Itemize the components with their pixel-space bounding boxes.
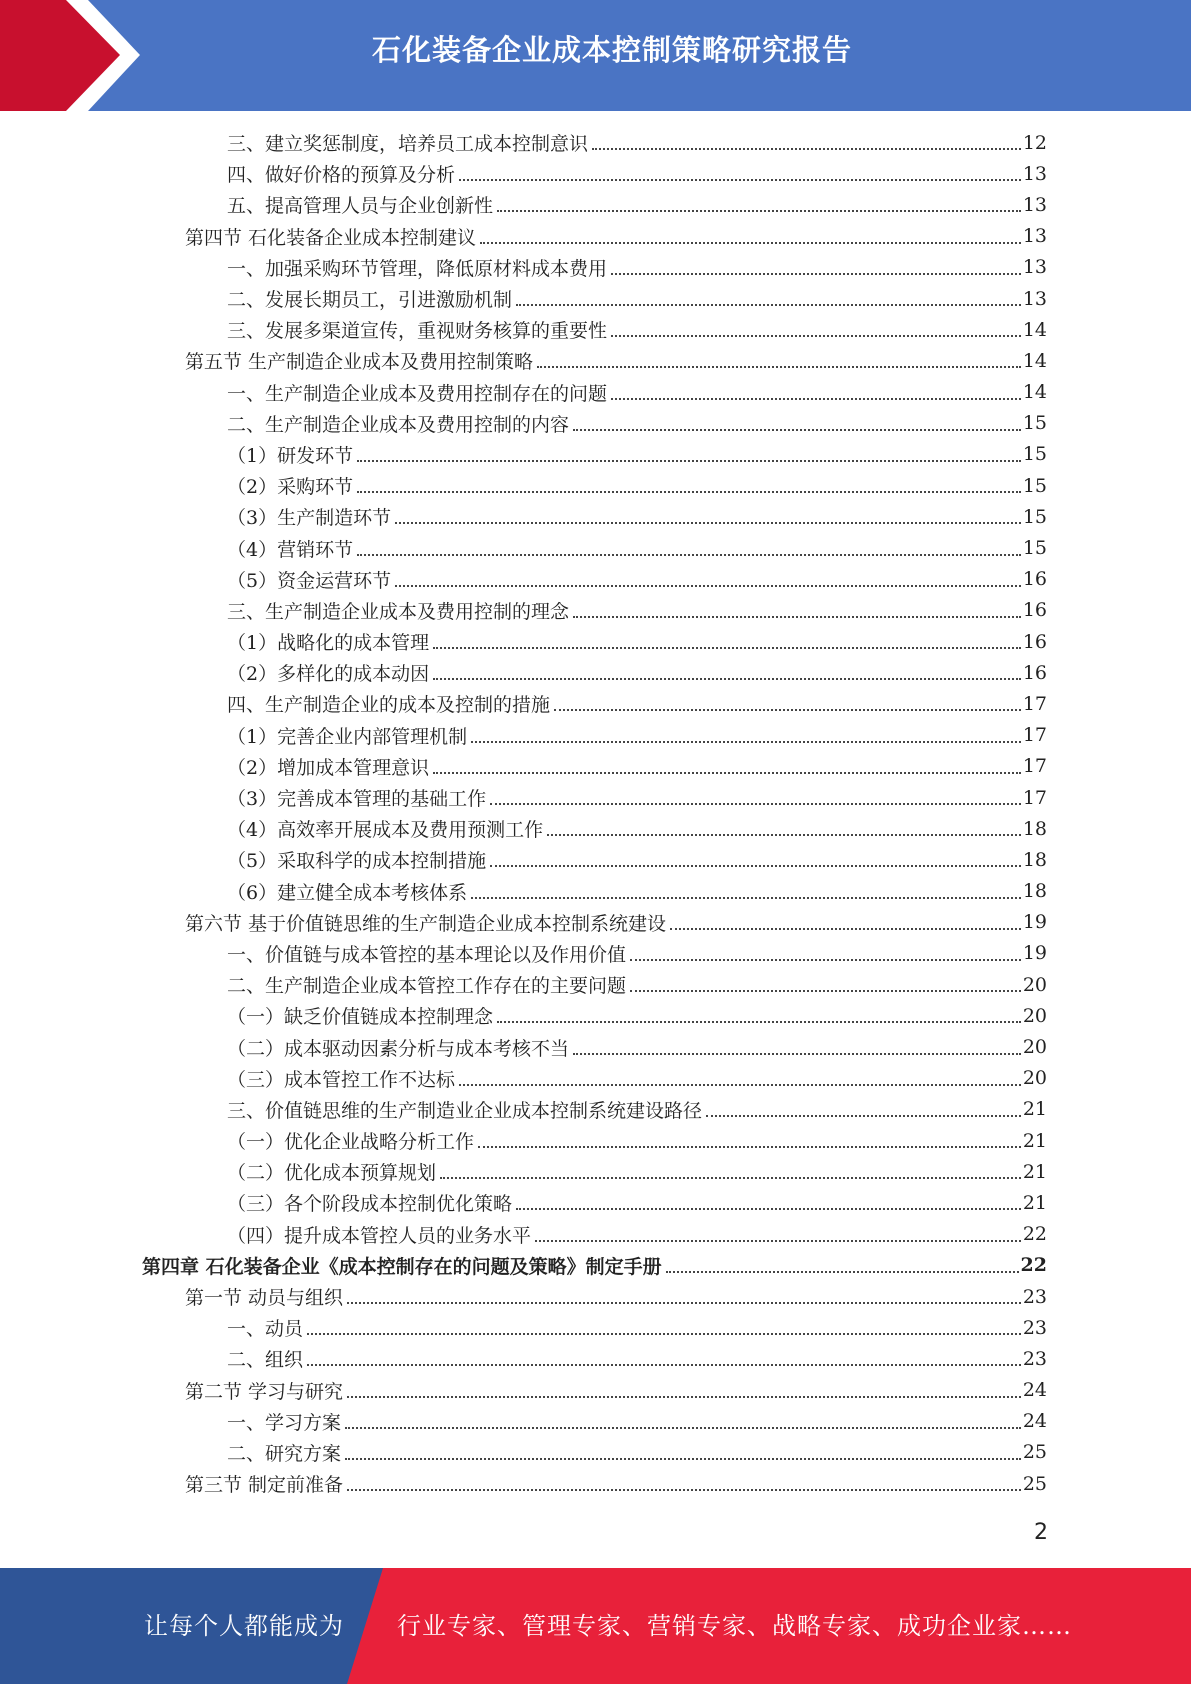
toc-entry-label: 第四章 石化装备企业《成本控制存在的问题及策略》制定手册 <box>142 1255 662 1278</box>
toc-dot-leader <box>345 1457 1021 1460</box>
toc-entry-label: （3）完善成本管理的基础工作 <box>227 788 487 811</box>
toc-dot-leader <box>307 1332 1021 1335</box>
toc-dot-leader <box>347 1395 1021 1398</box>
toc-entry[interactable] <box>0 189 1047 220</box>
toc-dot-leader <box>478 1145 1021 1148</box>
toc-entry-page: 17 <box>1022 755 1047 778</box>
toc-entry-label: 四、做好价格的预算及分析 <box>227 164 456 187</box>
table-of-contents <box>0 127 1191 1499</box>
toc-entry[interactable] <box>0 626 1047 657</box>
toc-entry[interactable] <box>0 345 1047 376</box>
toc-dot-leader <box>433 646 1021 649</box>
toc-entry-label: 二、发展长期员工，引进激励机制 <box>227 289 513 312</box>
toc-entry-label: 二、研究方案 <box>227 1442 342 1465</box>
toc-entry-page: 13 <box>1022 193 1047 216</box>
toc-dot-leader <box>573 428 1021 431</box>
toc-entry-label: 第六节 基于价值链思维的生产制造企业成本控制系统建设 <box>185 912 667 935</box>
toc-entry-label: （2）多样化的成本动因 <box>227 663 430 686</box>
toc-entry[interactable] <box>0 470 1047 501</box>
toc-entry[interactable] <box>0 876 1047 907</box>
toc-dot-leader <box>345 1426 1021 1429</box>
toc-dot-leader <box>537 365 1021 368</box>
toc-entry-label: （6）建立健全成本考核体系 <box>227 881 468 904</box>
toc-entry-label: （5）资金运营环节 <box>227 569 392 592</box>
toc-entry-label: （4）高效率开展成本及费用预测工作 <box>227 819 544 842</box>
toc-entry-page: 17 <box>1022 724 1047 747</box>
toc-entry-page: 23 <box>1022 1316 1047 1339</box>
toc-entry[interactable] <box>0 1187 1047 1218</box>
toc-entry-page: 25 <box>1022 1441 1047 1464</box>
toc-dot-leader <box>630 989 1021 992</box>
toc-entry-page: 12 <box>1022 131 1047 154</box>
toc-entry[interactable] <box>0 751 1047 782</box>
toc-dot-leader <box>554 708 1021 711</box>
toc-dot-leader <box>573 1052 1021 1055</box>
toc-entry-page: 13 <box>1022 256 1047 279</box>
toc-entry[interactable] <box>0 1406 1047 1437</box>
toc-entry-label: 一、加强采购环节管理，降低原材料成本费用 <box>227 257 608 280</box>
toc-dot-leader <box>535 1239 1021 1242</box>
toc-entry[interactable] <box>0 221 1047 252</box>
toc-entry[interactable] <box>0 969 1047 1000</box>
toc-entry-label: （2）增加成本管理意识 <box>227 756 430 779</box>
toc-entry[interactable] <box>0 1437 1047 1468</box>
toc-entry-page: 14 <box>1022 349 1047 372</box>
toc-entry-label: 一、动员 <box>227 1318 304 1341</box>
toc-entry[interactable] <box>0 1063 1047 1094</box>
toc-entry-label: （1）战略化的成本管理 <box>227 632 430 655</box>
toc-entry-page: 13 <box>1022 225 1047 248</box>
toc-dot-leader <box>433 771 1021 774</box>
toc-entry[interactable] <box>0 1031 1047 1062</box>
toc-entry-page: 15 <box>1022 505 1047 528</box>
toc-entry-label: （3）生产制造环节 <box>227 507 392 530</box>
toc-entry-label: （三）各个阶段成本控制优化策略 <box>227 1193 513 1216</box>
toc-entry-label: 第二节 学习与研究 <box>185 1380 344 1403</box>
toc-entry-label: 三、价值链思维的生产制造业企业成本控制系统建设路径 <box>227 1099 703 1122</box>
toc-dot-leader <box>670 927 1021 930</box>
toc-dot-leader <box>471 740 1021 743</box>
toc-dot-leader <box>459 1083 1021 1086</box>
toc-entry[interactable] <box>0 127 1047 158</box>
header-title: 石化装备企业成本控制策略研究报告 <box>371 33 852 67</box>
toc-entry-page: 21 <box>1022 1191 1047 1214</box>
toc-dot-leader <box>357 459 1021 462</box>
toc-entry-label: （三）成本管控工作不达标 <box>227 1068 456 1091</box>
toc-entry[interactable] <box>0 1156 1047 1187</box>
toc-entry[interactable] <box>0 252 1047 283</box>
toc-entry-page: 15 <box>1022 412 1047 435</box>
toc-entry-page: 20 <box>1022 1004 1047 1027</box>
toc-entry-page: 14 <box>1022 318 1047 341</box>
toc-entry-label: 第三节 制定前准备 <box>185 1474 344 1497</box>
toc-entry[interactable] <box>0 1281 1047 1312</box>
toc-dot-leader <box>395 521 1021 524</box>
toc-entry-page: 18 <box>1022 848 1047 871</box>
toc-dot-leader <box>497 1020 1021 1023</box>
toc-entry[interactable] <box>0 408 1047 439</box>
toc-entry-label: 二、组织 <box>227 1349 304 1372</box>
toc-entry-label: 一、生产制造企业成本及费用控制存在的问题 <box>227 382 608 405</box>
toc-entry-page: 18 <box>1022 880 1047 903</box>
toc-entry[interactable] <box>0 501 1047 532</box>
toc-dot-leader <box>497 209 1021 212</box>
toc-entry[interactable] <box>0 595 1047 626</box>
toc-entry-page: 24 <box>1022 1410 1047 1433</box>
toc-entry[interactable] <box>0 564 1047 595</box>
toc-dot-leader <box>516 303 1021 306</box>
toc-dot-leader <box>630 958 1021 961</box>
toc-entry-label: 二、生产制造企业成本及费用控制的内容 <box>227 413 570 436</box>
toc-dot-leader <box>611 272 1021 275</box>
toc-entry[interactable] <box>0 1375 1047 1406</box>
toc-entry-page: 21 <box>1022 1098 1047 1121</box>
toc-entry-label: 三、建立奖惩制度，培养员工成本控制意识 <box>227 133 589 156</box>
toc-entry-page: 18 <box>1022 817 1047 840</box>
toc-entry[interactable] <box>0 1094 1047 1125</box>
toc-entry-page: 14 <box>1022 381 1047 404</box>
toc-entry-page: 23 <box>1022 1347 1047 1370</box>
toc-entry-page: 17 <box>1022 692 1047 715</box>
toc-entry-label: 第五节 生产制造企业成本及费用控制策略 <box>185 351 534 374</box>
toc-entry[interactable] <box>0 813 1047 844</box>
toc-entry[interactable] <box>0 688 1047 719</box>
toc-entry[interactable] <box>0 1250 1047 1281</box>
toc-dot-leader <box>516 1207 1021 1210</box>
toc-entry-page: 15 <box>1022 443 1047 466</box>
toc-entry[interactable] <box>0 720 1047 751</box>
toc-entry[interactable] <box>0 844 1047 875</box>
toc-entry[interactable] <box>0 314 1047 345</box>
page-header <box>0 0 1191 111</box>
toc-dot-leader <box>357 490 1021 493</box>
toc-entry-page: 19 <box>1022 942 1047 965</box>
toc-entry-page: 24 <box>1022 1379 1047 1402</box>
toc-entry[interactable] <box>0 283 1047 314</box>
toc-entry-label: （一）优化企业战略分析工作 <box>227 1131 475 1154</box>
toc-dot-leader <box>666 1270 1019 1273</box>
toc-entry-page: 13 <box>1022 162 1047 185</box>
toc-dot-leader <box>490 864 1021 867</box>
toc-entry[interactable] <box>0 439 1047 470</box>
toc-entry-label: （二）成本驱动因素分析与成本考核不当 <box>227 1037 570 1060</box>
toc-dot-leader <box>347 1488 1021 1491</box>
toc-entry-page: 22 <box>1020 1254 1047 1277</box>
toc-dot-leader <box>706 1114 1021 1117</box>
toc-entry-page: 20 <box>1022 1036 1047 1059</box>
toc-dot-leader <box>592 147 1021 150</box>
toc-entry-page: 13 <box>1022 287 1047 310</box>
toc-dot-leader <box>307 1363 1021 1366</box>
toc-entry-label: （1）完善企业内部管理机制 <box>227 725 468 748</box>
toc-entry[interactable] <box>0 938 1047 969</box>
toc-entry[interactable] <box>0 907 1047 938</box>
toc-entry-label: 四、生产制造企业的成本及控制的措施 <box>227 694 551 717</box>
toc-entry[interactable] <box>0 1000 1047 1031</box>
toc-entry-page: 23 <box>1022 1285 1047 1308</box>
toc-entry-label: 五、提高管理人员与企业创新性 <box>227 195 494 218</box>
toc-entry-page: 25 <box>1022 1472 1047 1495</box>
toc-entry-label: （一）缺乏价值链成本控制理念 <box>227 1006 494 1029</box>
toc-entry[interactable] <box>0 158 1047 189</box>
toc-dot-leader <box>433 677 1021 680</box>
page-footer <box>0 1568 1191 1684</box>
toc-entry-label: （二）优化成本预算规划 <box>227 1162 437 1185</box>
toc-entry[interactable] <box>0 657 1047 688</box>
toc-entry[interactable] <box>0 1468 1047 1499</box>
toc-entry-page: 21 <box>1022 1129 1047 1152</box>
toc-dot-leader <box>347 1301 1021 1304</box>
toc-entry-label: 第一节 动员与组织 <box>185 1287 344 1310</box>
toc-entry-page: 22 <box>1022 1223 1047 1246</box>
toc-entry[interactable] <box>0 532 1047 563</box>
toc-entry[interactable] <box>0 782 1047 813</box>
toc-entry-label: （5）采取科学的成本控制措施 <box>227 850 487 873</box>
toc-dot-leader <box>547 833 1021 836</box>
toc-dot-leader <box>573 615 1021 618</box>
footer-slogan-left: 让每个人都能成为 <box>144 1612 344 1640</box>
toc-entry-label: 一、学习方案 <box>227 1411 342 1434</box>
toc-entry[interactable] <box>0 377 1047 408</box>
toc-dot-leader <box>480 241 1021 244</box>
toc-entry[interactable] <box>0 1219 1047 1250</box>
toc-dot-leader <box>611 397 1021 400</box>
toc-entry-label: （四）提升成本管控人员的业务水平 <box>227 1224 532 1247</box>
toc-entry[interactable] <box>0 1312 1047 1343</box>
toc-entry-page: 19 <box>1022 911 1047 934</box>
toc-dot-leader <box>611 334 1021 337</box>
toc-entry-page: 15 <box>1022 537 1047 560</box>
toc-dot-leader <box>395 584 1021 587</box>
toc-entry-page: 17 <box>1022 786 1047 809</box>
toc-entry-label: （2）采购环节 <box>227 476 354 499</box>
toc-entry-page: 20 <box>1022 1067 1047 1090</box>
toc-entry-page: 16 <box>1022 599 1047 622</box>
toc-entry[interactable] <box>0 1125 1047 1156</box>
toc-entry-label: 第四节 石化装备企业成本控制建议 <box>185 226 477 249</box>
toc-entry-label: 三、发展多渠道宣传，重视财务核算的重要性 <box>227 320 608 343</box>
toc-dot-leader <box>440 1176 1021 1179</box>
toc-entry[interactable] <box>0 1343 1047 1374</box>
toc-entry-label: 一、价值链与成本管控的基本理论以及作用价值 <box>227 943 627 966</box>
toc-entry-page: 20 <box>1022 973 1047 996</box>
toc-entry-page: 16 <box>1022 630 1047 653</box>
toc-entry-label: 三、生产制造企业成本及费用控制的理念 <box>227 600 570 623</box>
toc-dot-leader <box>357 553 1021 556</box>
toc-entry-page: 21 <box>1022 1160 1047 1183</box>
toc-entry-label: （1）研发环节 <box>227 444 354 467</box>
toc-entry-page: 15 <box>1022 474 1047 497</box>
toc-entry-label: 二、生产制造企业成本管控工作存在的主要问题 <box>227 975 627 998</box>
toc-entry-page: 16 <box>1022 568 1047 591</box>
page-number: 2 <box>1034 1520 1048 1545</box>
toc-dot-leader <box>490 802 1021 805</box>
toc-entry-label: （4）营销环节 <box>227 538 354 561</box>
footer-slogan-right: 行业专家、管理专家、营销专家、战略专家、成功企业家…… <box>397 1612 1072 1640</box>
toc-dot-leader <box>471 896 1021 899</box>
toc-dot-leader <box>459 178 1021 181</box>
toc-entry-page: 16 <box>1022 661 1047 684</box>
